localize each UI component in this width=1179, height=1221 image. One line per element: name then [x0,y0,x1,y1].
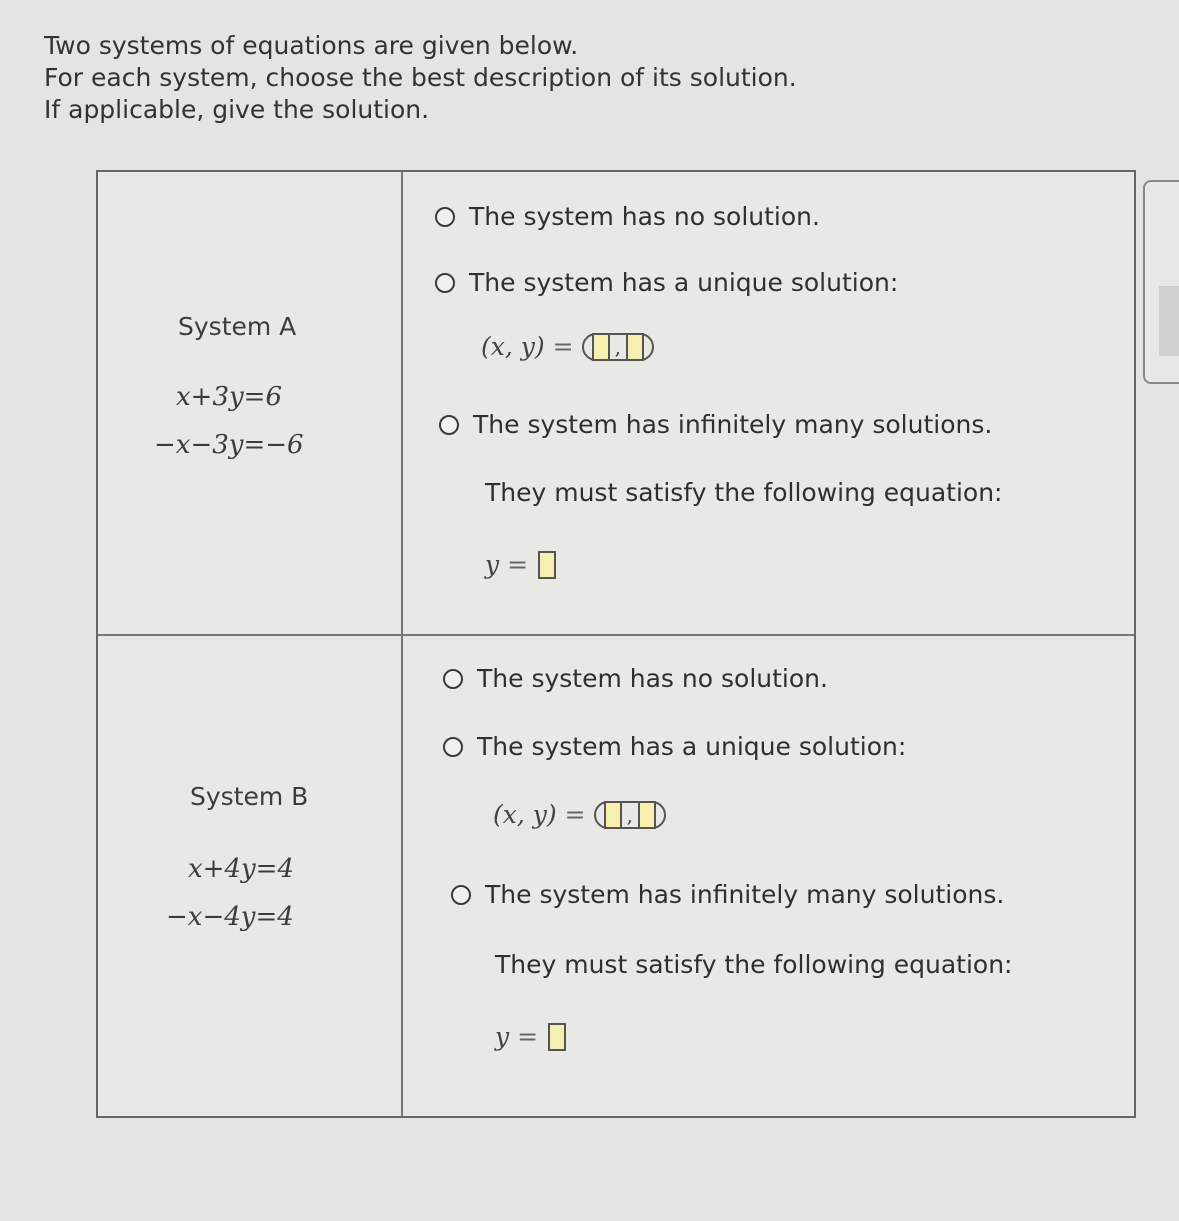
pair-lhs: (x, y) [481,332,545,361]
option-label: The system has infinitely many solutions. [473,410,993,439]
radio-button[interactable] [443,669,463,689]
radio-button[interactable] [435,273,455,293]
equals-sign: = [564,800,586,829]
system-b-equation-input[interactable] [548,1023,566,1051]
radio-button[interactable] [443,737,463,757]
system-a-option-no-solution[interactable] [435,202,820,231]
system-b-label: System B [190,782,309,811]
system-b-option-unique-solution[interactable] [443,732,906,761]
system-b-cell [98,636,403,1116]
system-b-equation-entry [495,1022,568,1051]
side-panel-tab[interactable] [1143,180,1179,384]
instructions [44,30,797,126]
system-b-row [98,636,1134,1116]
system-b-option-infinite-solutions[interactable] [451,880,1004,909]
pair-lhs: (x, y) [493,800,557,829]
radio-button[interactable] [439,415,459,435]
option-label: The system has infinitely many solutions. [485,880,1005,909]
system-a-satisfy-text: They must satisfy the following equation: [485,478,1003,507]
system-a-cell [98,172,403,634]
system-a-pair-entry [481,332,654,361]
system-a-label: System A [178,312,297,341]
system-a-answer-cell [403,172,1134,634]
side-panel-handle[interactable] [1159,286,1179,356]
radio-button[interactable] [451,885,471,905]
system-b-x-input[interactable] [604,801,622,829]
system-b-y-input[interactable] [638,801,656,829]
system-b-pair-entry [493,800,666,829]
instruction-line-3: If applicable, give the solution. [44,95,430,124]
problem-table [96,170,1136,1118]
system-a-x-input[interactable] [592,333,610,361]
system-a-row [98,172,1134,636]
system-a-y-input[interactable] [626,333,644,361]
system-a-option-infinite-solutions[interactable] [439,410,992,439]
option-label: The system has a unique solution: [477,732,907,761]
equals-sign: = [552,332,574,361]
system-a-equation-1: x+3y=6 [176,382,283,412]
system-a-option-unique-solution[interactable] [435,268,898,297]
radio-button[interactable] [435,207,455,227]
instruction-line-2: For each system, choose the best description of its solution. [44,63,797,92]
instruction-line-1: Two systems of equations are given below. [44,31,579,60]
equals-sign: = [517,1022,539,1051]
system-b-equation-2: −x−4y=4 [166,902,294,932]
system-a-equation-entry [485,550,558,579]
option-label: The system has no solution. [477,664,828,693]
y-lhs: y [485,550,500,579]
system-b-option-no-solution[interactable] [443,664,828,693]
system-b-satisfy-text: They must satisfy the following equation: [495,950,1013,979]
ordered-pair-input: , [594,801,666,829]
option-label: The system has no solution. [469,202,820,231]
system-a-equation-input[interactable] [538,551,556,579]
system-a-equation-2: −x−3y=−6 [154,430,304,460]
ordered-pair-input: , [582,333,654,361]
equals-sign: = [507,550,529,579]
system-b-answer-cell [403,636,1134,1116]
y-lhs: y [495,1022,510,1051]
option-label: The system has a unique solution: [469,268,899,297]
system-b-equation-1: x+4y=4 [188,854,295,884]
